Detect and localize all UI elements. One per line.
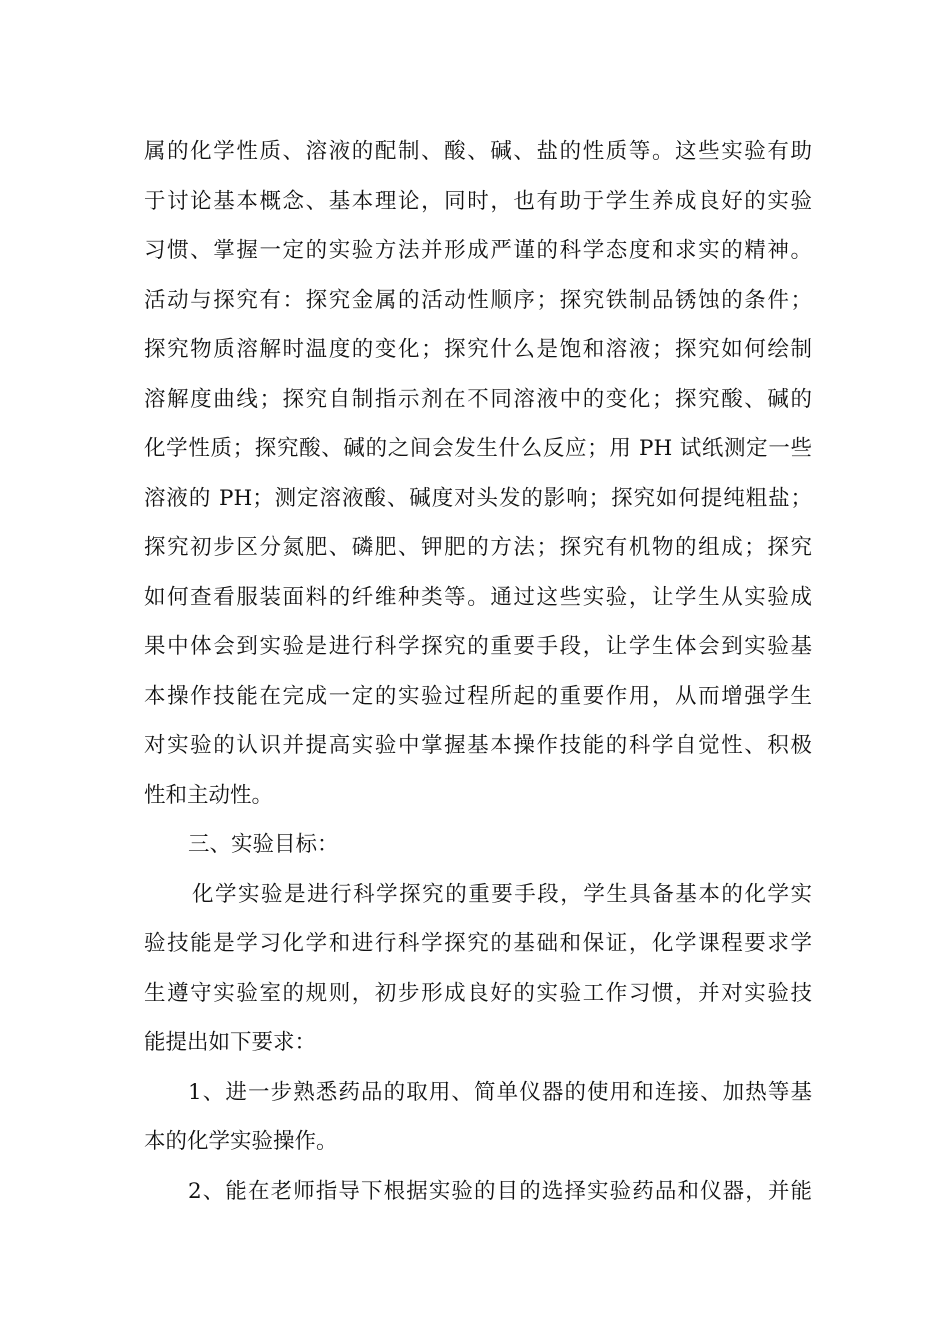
text-line: 果中体会到实验是进行科学探究的重要手段，让学生体会到实验基 — [144, 634, 812, 659]
list-item: 2、能在老师指导下根据实验的目的选择实验药品和仪器，并能 — [188, 1178, 812, 1204]
text-line: 溶解度曲线；探究自制指示剂在不同溶液中的变化；探究酸、碱的 — [144, 386, 812, 412]
text-line: 化学实验是进行科学探究的重要手段，学生具备基本的化学实 — [192, 881, 812, 907]
text-line: 溶液的 PH；测定溶液酸、碱度对头发的影响；探究如何提纯粗盐； — [144, 485, 812, 511]
text-line: 对实验的认识并提高实验中掌握基本操作技能的科学自觉性、积极 — [144, 733, 812, 758]
document-body — [144, 127, 812, 1216]
text-line: 化学性质；探究酸、碱的之间会发生什么反应；用 PH 试纸测定一些 — [144, 436, 812, 461]
text-line: 本操作技能在完成一定的实验过程所起的重要作用，从而增强学生 — [144, 683, 812, 709]
text-line: 本的化学实验操作。 — [144, 1129, 338, 1154]
text-line: 探究物质溶解时温度的变化；探究什么是饱和溶液；探究如何绘制 — [144, 337, 812, 362]
text-line: 验技能是学习化学和进行科学探究的基础和保证，化学课程要求学 — [144, 931, 812, 956]
text-line: 探究初步区分氮肥、磷肥、钾肥的方法；探究有机物的组成；探究 — [144, 535, 812, 560]
text-line: 于讨论基本概念、基本理论，同时，也有助于学生养成良好的实验 — [144, 188, 812, 214]
text-line: 性和主动性。 — [144, 782, 274, 808]
list-item: 1、进一步熟悉药品的取用、简单仪器的使用和连接、加热等基 — [188, 1079, 812, 1105]
text-line: 习惯、掌握一定的实验方法并形成严谨的科学态度和求实的精神。 — [144, 238, 812, 263]
text-line: 能提出如下要求： — [144, 1030, 317, 1055]
text-line: 生遵守实验室的规则，初步形成良好的实验工作习惯，并对实验技 — [144, 980, 812, 1006]
text-line: 活动与探究有：探究金属的活动性顺序；探究铁制品锈蚀的条件； — [144, 287, 812, 313]
text-line: 如何查看服装面料的纤维种类等。通过这些实验，让学生从实验成 — [144, 584, 812, 610]
text-line: 属的化学性质、溶液的配制、酸、碱、盐的性质等。这些实验有助 — [144, 139, 812, 164]
section-heading: 三、实验目标： — [188, 832, 339, 857]
